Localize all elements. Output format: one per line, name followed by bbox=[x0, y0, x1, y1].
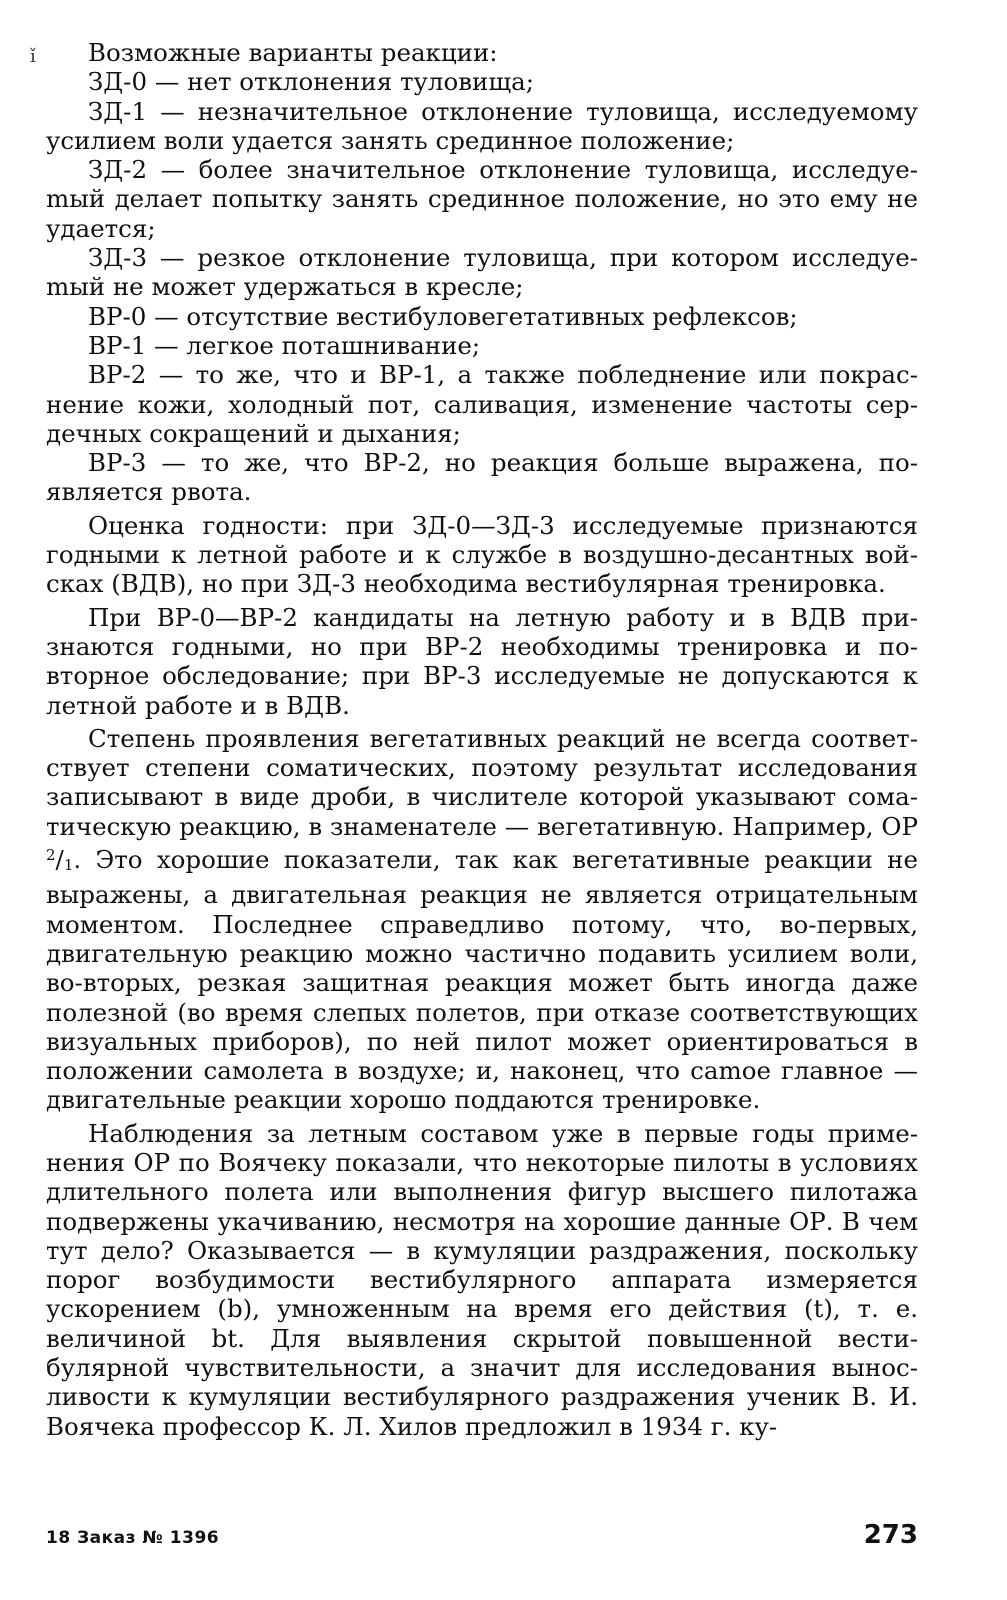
printer-signature: 18 Заказ № 1396 bbox=[46, 1528, 220, 1548]
fraction-denominator: 1 bbox=[63, 856, 74, 875]
paragraph-zd2: ЗД-2 — более значительное отклонение туловища, исследуеmый делает попытку занять срединное положение, но это ему не удается; bbox=[46, 155, 918, 243]
page-number: 273 bbox=[863, 1520, 918, 1550]
fraction-slash: / bbox=[55, 845, 64, 875]
paragraph-cumulation: Наблюдения за летным составом уже в первые годы применения ОР по Воячеку показали, что некоторые пилоты в условиях длительного полета или выполнения фигур высшего пилотажа подвержены укачиванию, несмотря на хорошие данные ОР. В чем тут дело? Оказывается — в кумуляции раздражения, поскольку порог возбудимости вестибулярного аппарата измеряется ускорением (b), умноженным на время его действия (t), т. е. величиной bt. Для выявления скрытой повышенной вестибулярной чувствительности, а значит для исследования выносливости к кумуляции вестибулярного раздражения ученик В. И. Воячека профессор К. Л. Хилов предложил в 1934 г. ку- bbox=[46, 1118, 918, 1441]
page-body bbox=[46, 38, 918, 1441]
paragraph-vr2: ВР-2 — то же, что и ВР-1, а также побледнение или покраснение кожи, холодный пот, саливация, изменение частоты сердечных сокращений и дыхания; bbox=[46, 360, 918, 448]
paragraph-vr3: ВР-3 — то же, что ВР-2, но реакция больше выражена, появляется рвота. bbox=[46, 448, 918, 507]
paragraph-vr-assessment: При ВР-0—ВР-2 кандидаты на летную работу и в ВДВ признаются годными, но при ВР-2 необходимы тренировка и повторное обследование; при ВР-3 исследуемые не допускаются к летной работе и в ВДВ. bbox=[46, 602, 918, 720]
paragraph-vr1: ВР-1 — легкое поташнивание; bbox=[88, 330, 481, 360]
paragraph-fitness-assessment: Оценка годности: при ЗД-0—ЗД-3 исследуемые признаются годными к летной работе и к службе в воздушно-десантных войсках (ВДВ), но при ЗД-3 необходима вестибулярная тренировка. bbox=[46, 510, 918, 599]
paragraph-fraction-notation bbox=[46, 724, 918, 1115]
paragraph-zd1: ЗД-1 — незначительное отклонение туловища, исследуемому усилием воли удается занять срединное положение; bbox=[46, 96, 918, 155]
paragraph-zd3: ЗД-3 — резкое отклонение туловища, при котором исследуеmый не может удержаться в кресле; bbox=[46, 243, 918, 302]
paragraph-intro: Возможные варианты реакции: bbox=[88, 38, 498, 67]
paragraph-vr0: ВР-0 — отсутствие вестибуловегетативных рефлексов; bbox=[88, 301, 798, 331]
margin-mark: ǐ bbox=[30, 46, 36, 67]
paragraph-zd0: ЗД-0 — нет отклонения туловища; bbox=[88, 67, 535, 97]
fraction-numerator: 2 bbox=[46, 846, 56, 865]
page-footer bbox=[46, 1520, 918, 1560]
fraction-text-after: . Это хорошие показатели, так как вегетативные реакции не выражены, а двигательная реакция не является отрицательным моментом. Последнее справедливо потому, что, во-первых, двигательную реакцию можно частично подавить усилием воли, во-вторых, резкая защитная реакция может быть иногда даже полезной (во время слепых полетов, при отказе соответствующих визуальных приборов), по ней пилот может ориентироваться в положении самолета в воздухе; и, наконец, что саmое главное — двигательные реакции хорошо поддаются тренировке. bbox=[46, 845, 918, 1115]
fraction-text-before: Степень проявления вегетативных реакций не всегда соответствует степени соматических, поэтому результат исследования записывают в виде дроби, в числителе которой указывают соматическую реакцию, в знаменателе — вегетативную. Например, ОР bbox=[46, 723, 918, 841]
